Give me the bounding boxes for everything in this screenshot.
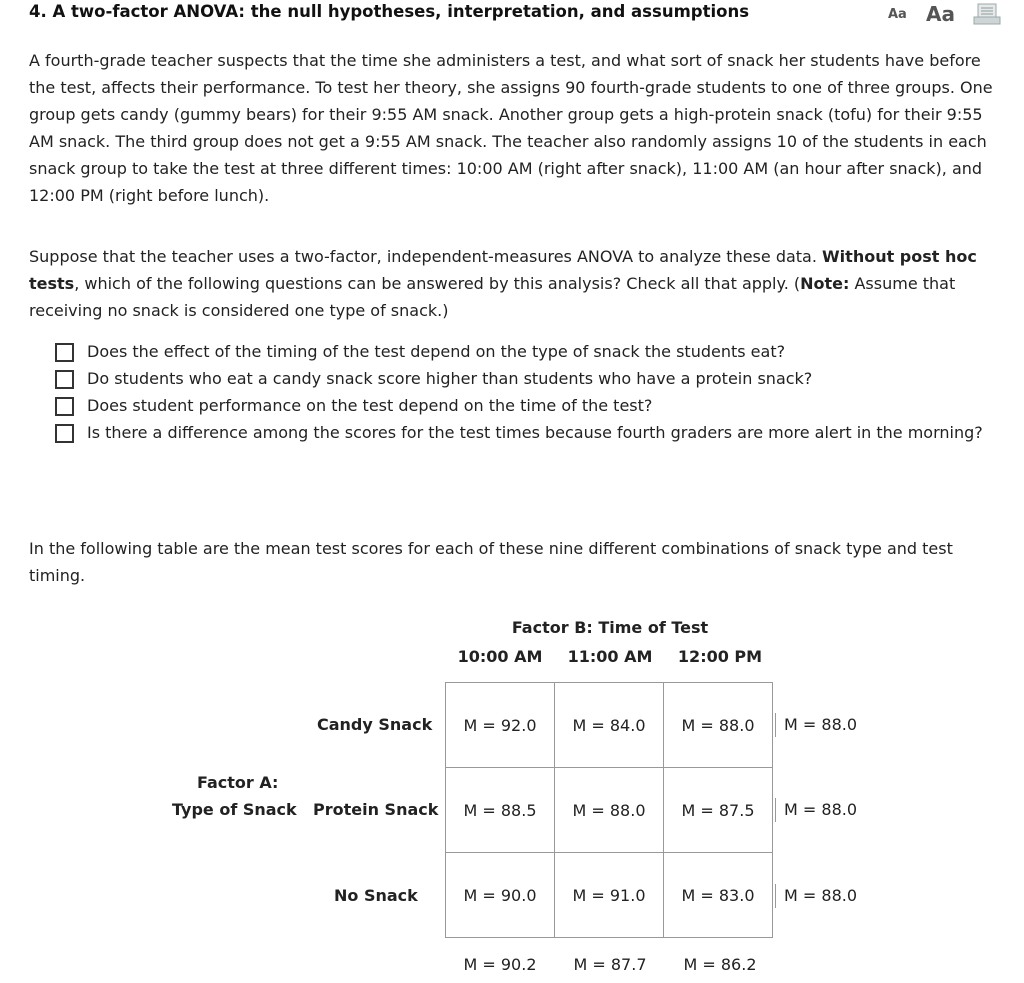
table-cell: M = 88.0 [555,768,664,853]
table-row [446,768,773,853]
means-table [445,682,773,938]
table-row [446,853,773,938]
column-mean: M = 86.2 [683,955,757,974]
table-cell: M = 87.5 [664,768,773,853]
column-header: 10:00 AM [457,647,543,666]
column-header: 12:00 PM [677,647,763,666]
row-label-no-snack: No Snack [334,886,418,905]
question-text: Suppose that the teacher uses a two-factor, independent-measures ANOVA to analyze these data. Without post hoc tests, which of the following questions can be answered by this analysis? Check all that apply. (Note: Assume that receiving no snack is considered one type of snack.) [29,247,977,320]
factor-b-heading: Factor B: Time of Test [511,618,709,637]
factor-a-label-line2: Type of Snack [172,800,297,819]
table-intro: In the following table are the mean test scores for each of these nine different combinations of snack type and test timing. [29,539,953,585]
scenario-text: A fourth-grade teacher suspects that the time she administers a test, and what sort of snack her students have before the test, affects their performance. To test her theory, she assigns 90 fourth-grade students to one of three groups. One group gets candy (gummy bears) for their 9:55 AM snack. Another group gets a high-protein snack (tofu) for their 9:55 AM snack. The third group does not get a 9:55 AM snack. The teacher also randomly assigns 10 of the students in each snack group to take the test at three different times: 10:00 AM (right after snack), 11:00 AM (an hour after snack), and 12:00 PM (right before lunch). [29,51,993,205]
option-checkbox[interactable] [55,370,74,389]
increase-font-button[interactable]: Aa [926,2,955,26]
table-cell: M = 90.0 [446,853,555,938]
option-label: Is there a difference among the scores for the test times because fourth graders are more alert in the morning? [87,423,983,442]
option-item [55,392,995,419]
option-label: Does the effect of the timing of the test depend on the type of snack the students eat? [87,342,786,361]
table-cell: M = 91.0 [555,853,664,938]
print-icon[interactable] [972,3,1002,25]
row-mean: M = 88.0 [775,884,857,908]
option-item [55,338,995,365]
column-header: 11:00 AM [567,647,653,666]
option-item [55,365,995,392]
row-mean: M = 88.0 [775,798,857,822]
option-checkbox[interactable] [55,343,74,362]
option-checkbox[interactable] [55,424,74,443]
question-title: 4. A two-factor ANOVA: the null hypotheses, interpretation, and assumptions [29,2,750,21]
table-cell: M = 84.0 [555,683,664,768]
column-mean: M = 90.2 [463,955,537,974]
column-mean: M = 87.7 [573,955,647,974]
factor-a-label: Factor A: [197,773,279,792]
option-label: Do students who eat a candy snack score higher than students who have a protein snack? [87,369,813,388]
table-cell: M = 83.0 [664,853,773,938]
table-cell: M = 92.0 [446,683,555,768]
option-label: Does student performance on the test depend on the time of the test? [87,396,653,415]
decrease-font-button[interactable]: Aa [888,7,907,22]
row-label-candy: Candy Snack [317,715,433,734]
table-row [446,683,773,768]
table-cell: M = 88.0 [664,683,773,768]
table-cell: M = 88.5 [446,768,555,853]
option-item [55,419,995,446]
option-checkbox[interactable] [55,397,74,416]
answer-options [55,338,995,446]
row-label-protein: Protein Snack [313,800,439,819]
row-mean: M = 88.0 [775,713,857,737]
